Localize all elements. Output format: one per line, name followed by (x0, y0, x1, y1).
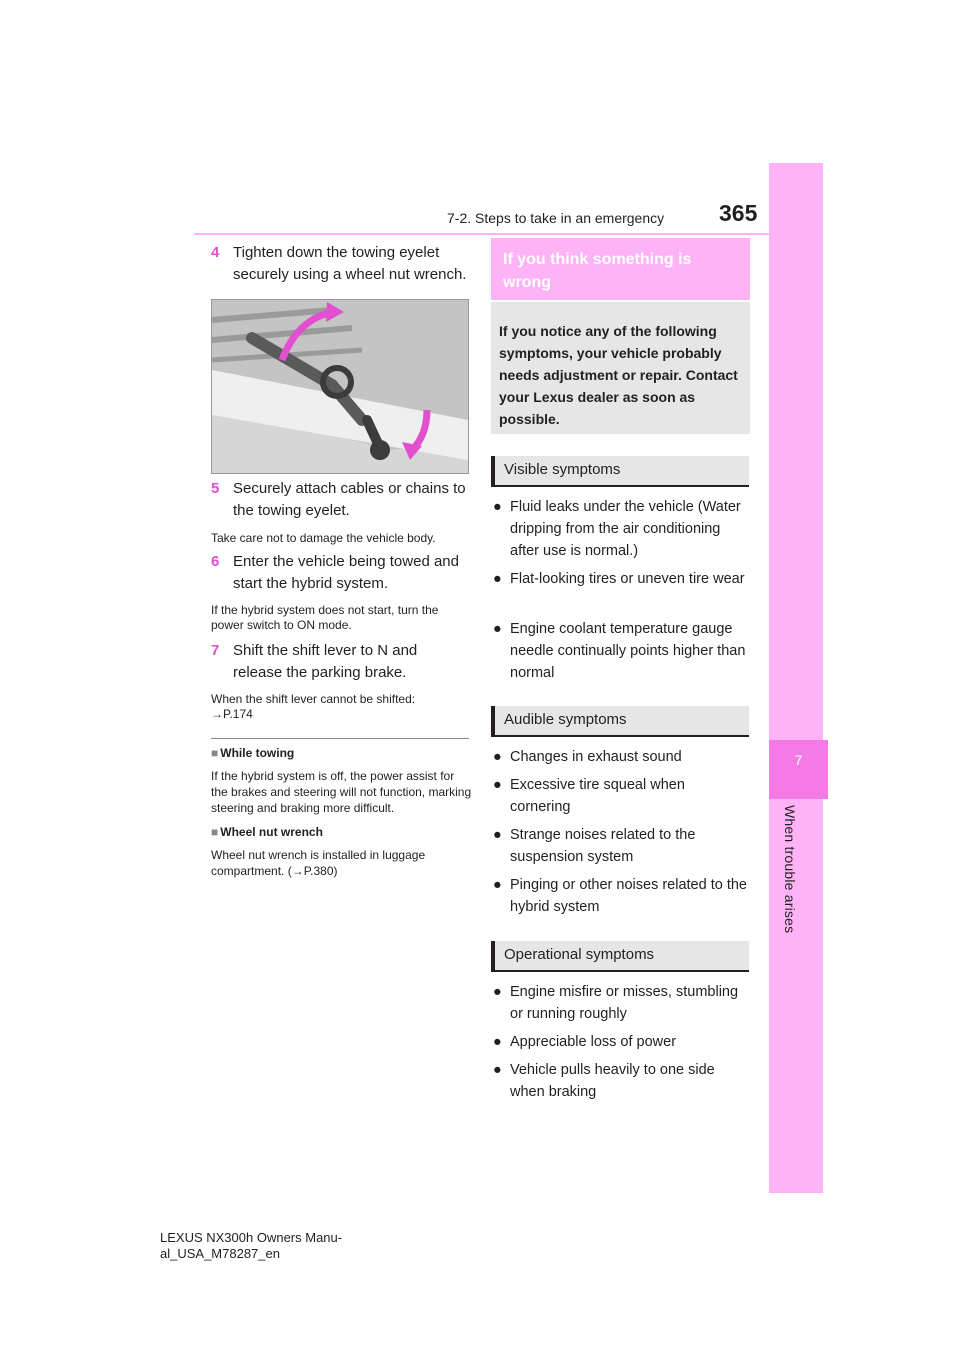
subsection-heading-wheel-nut-wrench: ■ Wheel nut wrench (211, 825, 323, 839)
step-text: Securely attach cables or chains to the towing eyelet. (233, 480, 466, 519)
chapter-title: When trouble arises (782, 805, 798, 934)
category-title: Audible symptoms (504, 711, 627, 728)
step-number: 7 (211, 642, 220, 659)
step-text: Shift the shift lever to N and release the parking brake. (233, 642, 418, 681)
bullet-icon: ● (493, 571, 502, 587)
category-visible-symptoms (491, 456, 749, 487)
bullet-icon: ● (493, 827, 502, 843)
step-number: 4 (211, 244, 220, 261)
list-item: ● Engine misfire or misses, stumbling or running roughly (493, 981, 749, 1025)
category-title: Visible symptoms (504, 461, 621, 478)
chapter-side-tab (769, 163, 823, 1193)
list-item: ● Flat-looking tires or uneven tire wear (493, 568, 749, 590)
step-text: Tighten down the towing eyelet securely using a wheel nut wrench. (233, 244, 467, 283)
subsection-heading-while-towing: ■ While towing (211, 746, 295, 760)
list-item: ● Appreciable loss of power (493, 1031, 749, 1053)
bullet-icon: ● (493, 749, 502, 765)
list-item: ● Changes in exhaust sound (493, 746, 749, 768)
step-7 (211, 640, 469, 684)
intro-text: If you notice any of the following symptoms, your vehicle probably needs adjustment or repair. Contact your Lexus dealer as soon as possible. (499, 323, 738, 427)
step-4 (211, 242, 469, 286)
bullet-icon: ● (493, 1034, 502, 1050)
bullet-icon: ● (493, 877, 502, 893)
bullet-icon: ● (493, 984, 502, 1000)
footer-line2: al_USA_M78287_en (160, 1246, 280, 1261)
subsection-text-wheel-nut-wrench: Wheel nut wrench is installed in luggage compartment. (→P.380) (211, 848, 426, 878)
step-number: 6 (211, 553, 220, 570)
document-footer (160, 1230, 460, 1262)
step-7-note (211, 692, 469, 722)
towing-eyelet-drawing (212, 300, 468, 473)
list-item: ● Engine coolant temperature gauge needle continually points higher than normal (493, 618, 749, 684)
category-title: Operational symptoms (504, 946, 655, 963)
step-6-note: If the hybrid system does not start, turn the power switch to ON mode. (211, 603, 439, 632)
square-bullet-icon: ■ (211, 825, 219, 839)
footer-line1: LEXUS NX300h Owners Manu- (160, 1230, 343, 1245)
bullet-icon: ● (493, 621, 502, 637)
category-audible-symptoms (491, 706, 749, 737)
step-6 (211, 551, 469, 595)
page-number: 365 (719, 200, 758, 226)
bullet-icon: ● (493, 777, 502, 793)
list-item: ● Fluid leaks under the vehicle (Water dripping from the air conditioning after use is normal.) (493, 496, 749, 562)
towing-eyelet-illustration (211, 299, 469, 474)
page-reference-link[interactable]: →P.174 (211, 707, 253, 721)
step-text: Enter the vehicle being towed and start the hybrid system. (233, 553, 459, 592)
bullet-icon: ● (493, 499, 502, 515)
section-banner-title: If you think something is wrong (503, 251, 692, 291)
step-5-note: Take care not to damage the vehicle body. (211, 531, 436, 545)
square-bullet-icon: ■ (211, 746, 219, 760)
list-item: ● Strange noises related to the suspension system (493, 824, 749, 868)
list-item: ● Pinging or other noises related to the hybrid system (493, 874, 749, 918)
step-5 (211, 478, 469, 522)
category-operational-symptoms (491, 941, 749, 972)
section-divider (211, 738, 469, 739)
list-item: ● Vehicle pulls heavily to one side when braking (493, 1059, 749, 1103)
section-title: 7-2. Steps to take in an emergency (447, 210, 665, 226)
step-7-note-line1: When the shift lever cannot be shifted: (211, 692, 416, 706)
list-item: ● Excessive tire squeal when cornering (493, 774, 749, 818)
chapter-number-block (769, 740, 828, 799)
bullet-icon: ● (493, 1062, 502, 1078)
subsection-text-while-towing: If the hybrid system is off, the power assist for the brakes and steering will not function, marking steering and braking more difficult. (211, 769, 472, 815)
chapter-number: 7 (794, 752, 803, 768)
step-number: 5 (211, 480, 220, 497)
header-rule (194, 233, 769, 235)
